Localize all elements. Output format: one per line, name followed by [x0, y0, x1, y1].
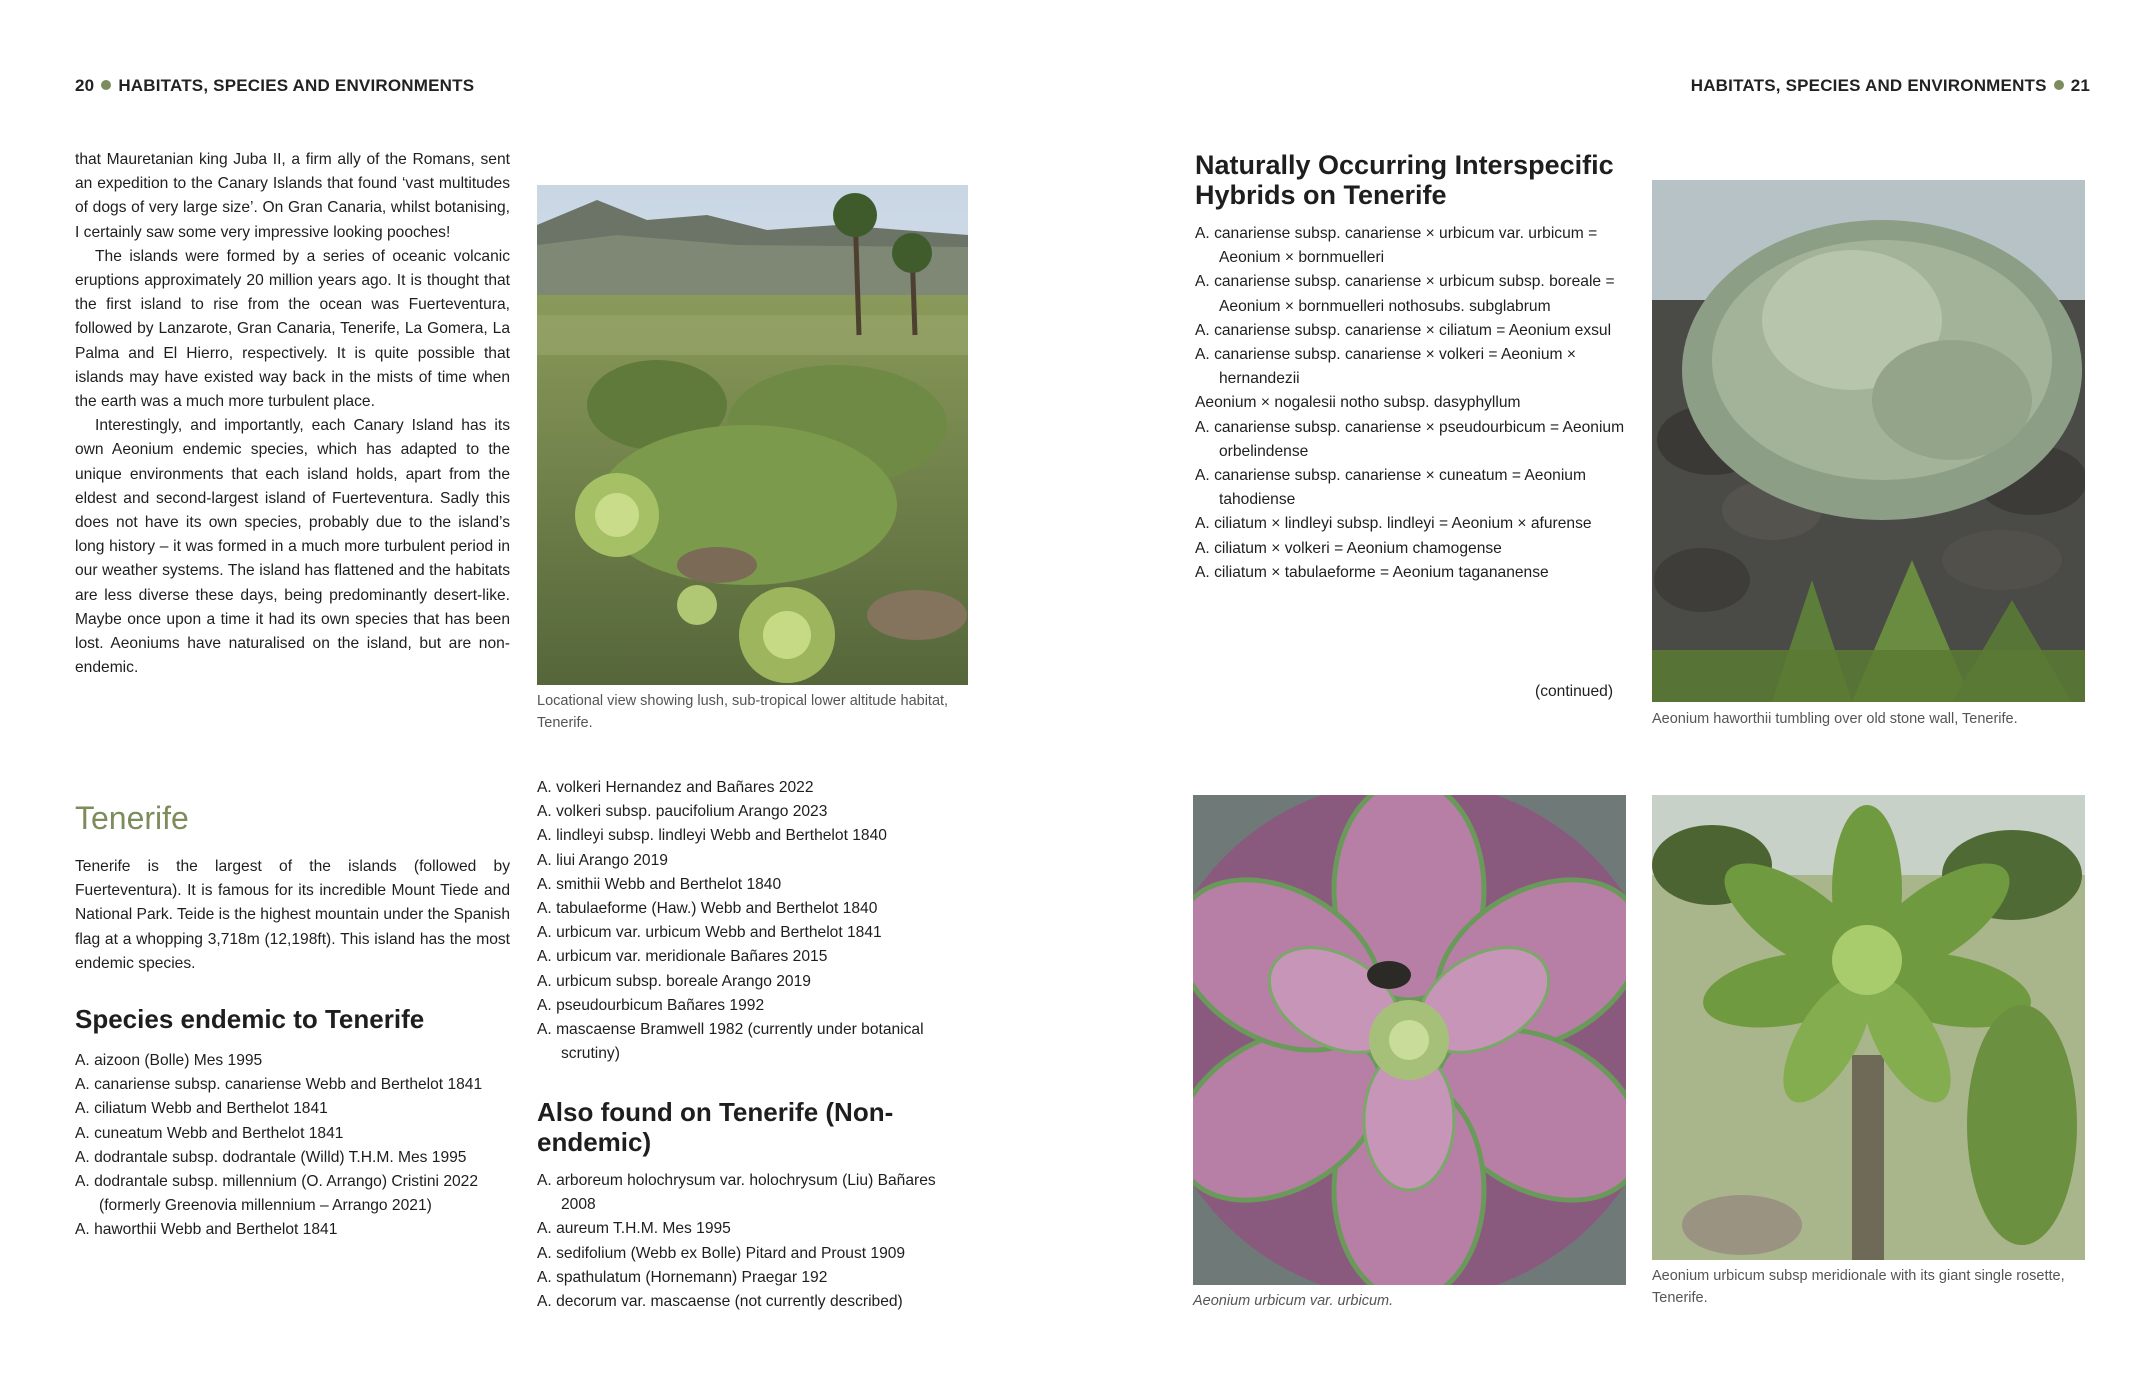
list-item: A. pseudourbicum Bañares 1992 — [537, 996, 765, 1014]
nonendemic-heading: Also found on Tenerife (Non-endemic) — [537, 1097, 894, 1157]
right-running-head — [1691, 76, 2090, 96]
list-item: A. cuneatum Webb and Berthelot 1841 — [75, 1124, 344, 1142]
list-item: A. canariense subsp. canariense Webb and Berthelot 1841 — [75, 1076, 483, 1094]
list-item: A. canariense subsp. canariense × cuneatum = Aeonium tahodiense — [1195, 467, 1586, 509]
right-running-head-title: HABITATS, SPECIES AND ENVIRONMENTS — [1690, 76, 2047, 95]
meridionale-photo — [1652, 795, 2085, 1260]
landscape-photo — [537, 185, 968, 685]
tenerife-paragraph: Tenerife is the largest of the islands (followed by Fuerteventura). It is famous for its incredible Mount Tiede and National Park. Teide is the highest mountain under the Spanish flag at a whopping 3,718m (12,198ft). This island has the most endemic species. — [75, 858, 510, 972]
intro-paragraph-3: Interestingly, and importantly, each Canary Island has its own Aeonium endemic species, which has adapted to the unique environments that each island holds, apart from the eldest and second-largest island of Fuerteventura. Sadly this does not have its own species, probably due to the island’s long history – it was formed in a much more turbulent period in our weather systems. The island has flattened and the habitats are less diverse these days, being predominantly desert-like. Maybe once upon a time it had its own species that has been lost. Aeoniums have naturalised on the island, but are non-endemic. — [75, 417, 510, 677]
intro-text — [75, 148, 510, 680]
list-item: A. aizoon (Bolle) Mes 1995 — [75, 1052, 263, 1069]
list-item: A. urbicum subsp. boreale Arango 2019 — [537, 972, 811, 990]
stone-wall-photo — [1652, 180, 2085, 702]
intro-paragraph-2: The islands were formed by a series of oceanic volcanic eruptions approximately 20 million years ago. It is thought that the first island to rise from the ocean was Fuerteventura, followed by Lanzarote, Gran Canaria, Tenerife, La Gomera, La Palma and El Hierro, respectively. It is quite possible that islands may have existed way back in the mists of time when the earth was a much more turbulent place. — [75, 247, 510, 411]
stone-wall-illustration — [1652, 180, 2085, 702]
list-item: A. tabulaeforme (Haw.) Webb and Berthelot 1840 — [537, 900, 878, 918]
list-item: A. lindleyi subsp. lindleyi Webb and Berthelot 1840 — [537, 827, 887, 845]
list-item: A. arboreum holochrysum var. holochrysum (Liu) Bañares 2008 — [537, 1172, 936, 1214]
list-item: A. ciliatum × lindleyi subsp. lindleyi = Aeonium × afurense — [1195, 515, 1592, 533]
landscape-photo-illustration — [537, 185, 968, 685]
list-item: A. canariense subsp. canariense × pseudourbicum = Aeonium orbelindense — [1195, 418, 1625, 460]
list-item: A. dodrantale subsp. millennium (O. Arrango) Cristini 2022 (formerly Greenovia millennium – Arrango 2021) — [75, 1173, 479, 1215]
hybrids-heading: Naturally Occurring Interspecific Hybrids on Tenerife — [1195, 150, 1614, 210]
list-item: Aeonium × nogalesii notho subsp. dasyphyllum — [1195, 394, 1521, 412]
endemic-heading: Species endemic to Tenerife — [75, 1004, 425, 1034]
bullet-dot-icon — [101, 80, 111, 90]
left-page-number: 20 — [75, 76, 95, 95]
list-item: A. canariense subsp. canariense × ciliatum = Aeonium exsul — [1195, 321, 1612, 339]
endemic-list-continued — [537, 776, 967, 1066]
urbicum-caption: Aeonium urbicum var. urbicum. — [1193, 1293, 1394, 1309]
stone-wall-caption: Aeonium haworthii tumbling over old stone wall, Tenerife. — [1652, 711, 2018, 727]
meridionale-rosette-illustration — [1652, 795, 2085, 1260]
list-item: A. urbicum var. meridionale Bañares 2015 — [537, 948, 828, 966]
list-item: A. ciliatum Webb and Berthelot 1841 — [75, 1100, 328, 1118]
list-item: A. canariense subsp. canariense × volkeri = Aeonium × hernandezii — [1195, 346, 1576, 388]
continued-label: (continued) — [1535, 683, 1614, 700]
list-item: A. ciliatum × volkeri = Aeonium chamogense — [1195, 539, 1502, 557]
left-running-head — [75, 76, 474, 96]
bullet-dot-icon — [2054, 80, 2064, 90]
list-item: A. canariense subsp. canariense × urbicum subsp. boreale = Aeonium × bornmuelleri nothosubs. subglabrum — [1195, 273, 1615, 315]
list-item: A. ciliatum × tabulaeforme = Aeonium tagananense — [1195, 563, 1549, 581]
left-running-head-title: HABITATS, SPECIES AND ENVIRONMENTS — [118, 76, 475, 95]
tenerife-text — [75, 855, 510, 976]
meridionale-caption: Aeonium urbicum subsp meridionale with its giant single rosette, Tenerife. — [1652, 1268, 2065, 1306]
list-item: A. canariense subsp. canariense × urbicum var. urbicum = Aeonium × bornmuelleri — [1195, 225, 1598, 267]
list-item: A. volkeri Hernandez and Bañares 2022 — [537, 779, 814, 796]
list-item: A. aureum T.H.M. Mes 1995 — [537, 1220, 731, 1238]
urbicum-rosette-illustration — [1193, 795, 1626, 1285]
list-item: A. haworthii Webb and Berthelot 1841 — [75, 1221, 338, 1239]
tenerife-heading: Tenerife — [75, 800, 189, 836]
list-item: A. smithii Webb and Berthelot 1840 — [537, 875, 782, 893]
list-item: A. urbicum var. urbicum Webb and Berthelot 1841 — [537, 924, 882, 942]
urbicum-photo — [1193, 795, 1626, 1285]
list-item: A. liui Arango 2019 — [537, 851, 668, 869]
intro-paragraph-1: that Mauretanian king Juba II, a firm ally of the Romans, sent an expedition to the Canary Islands that found ‘vast multitudes of dogs of very large size’. On Gran Canaria, whilst botanising, I certainly saw some very impressive looking pooches! — [75, 151, 510, 241]
hybrids-list — [1195, 222, 1630, 585]
list-item: A. decorum var. mascaense (not currently described) — [537, 1293, 903, 1311]
landscape-caption: Locational view showing lush, sub-tropical lower altitude habitat, Tenerife. — [537, 693, 949, 731]
list-item: A. dodrantale subsp. dodrantale (Willd) T.H.M. Mes 1995 — [75, 1148, 467, 1166]
endemic-list — [75, 1049, 510, 1243]
nonendemic-list — [537, 1169, 967, 1314]
list-item: A. spathulatum (Hornemann) Praegar 192 — [537, 1268, 828, 1286]
list-item: A. volkeri subsp. paucifolium Arango 2023 — [537, 803, 828, 821]
list-item: A. sedifolium (Webb ex Bolle) Pitard and Proust 1909 — [537, 1244, 906, 1262]
right-page-number: 21 — [2070, 76, 2090, 95]
list-item: A. mascaense Bramwell 1982 (currently under botanical scrutiny) — [537, 1021, 924, 1063]
